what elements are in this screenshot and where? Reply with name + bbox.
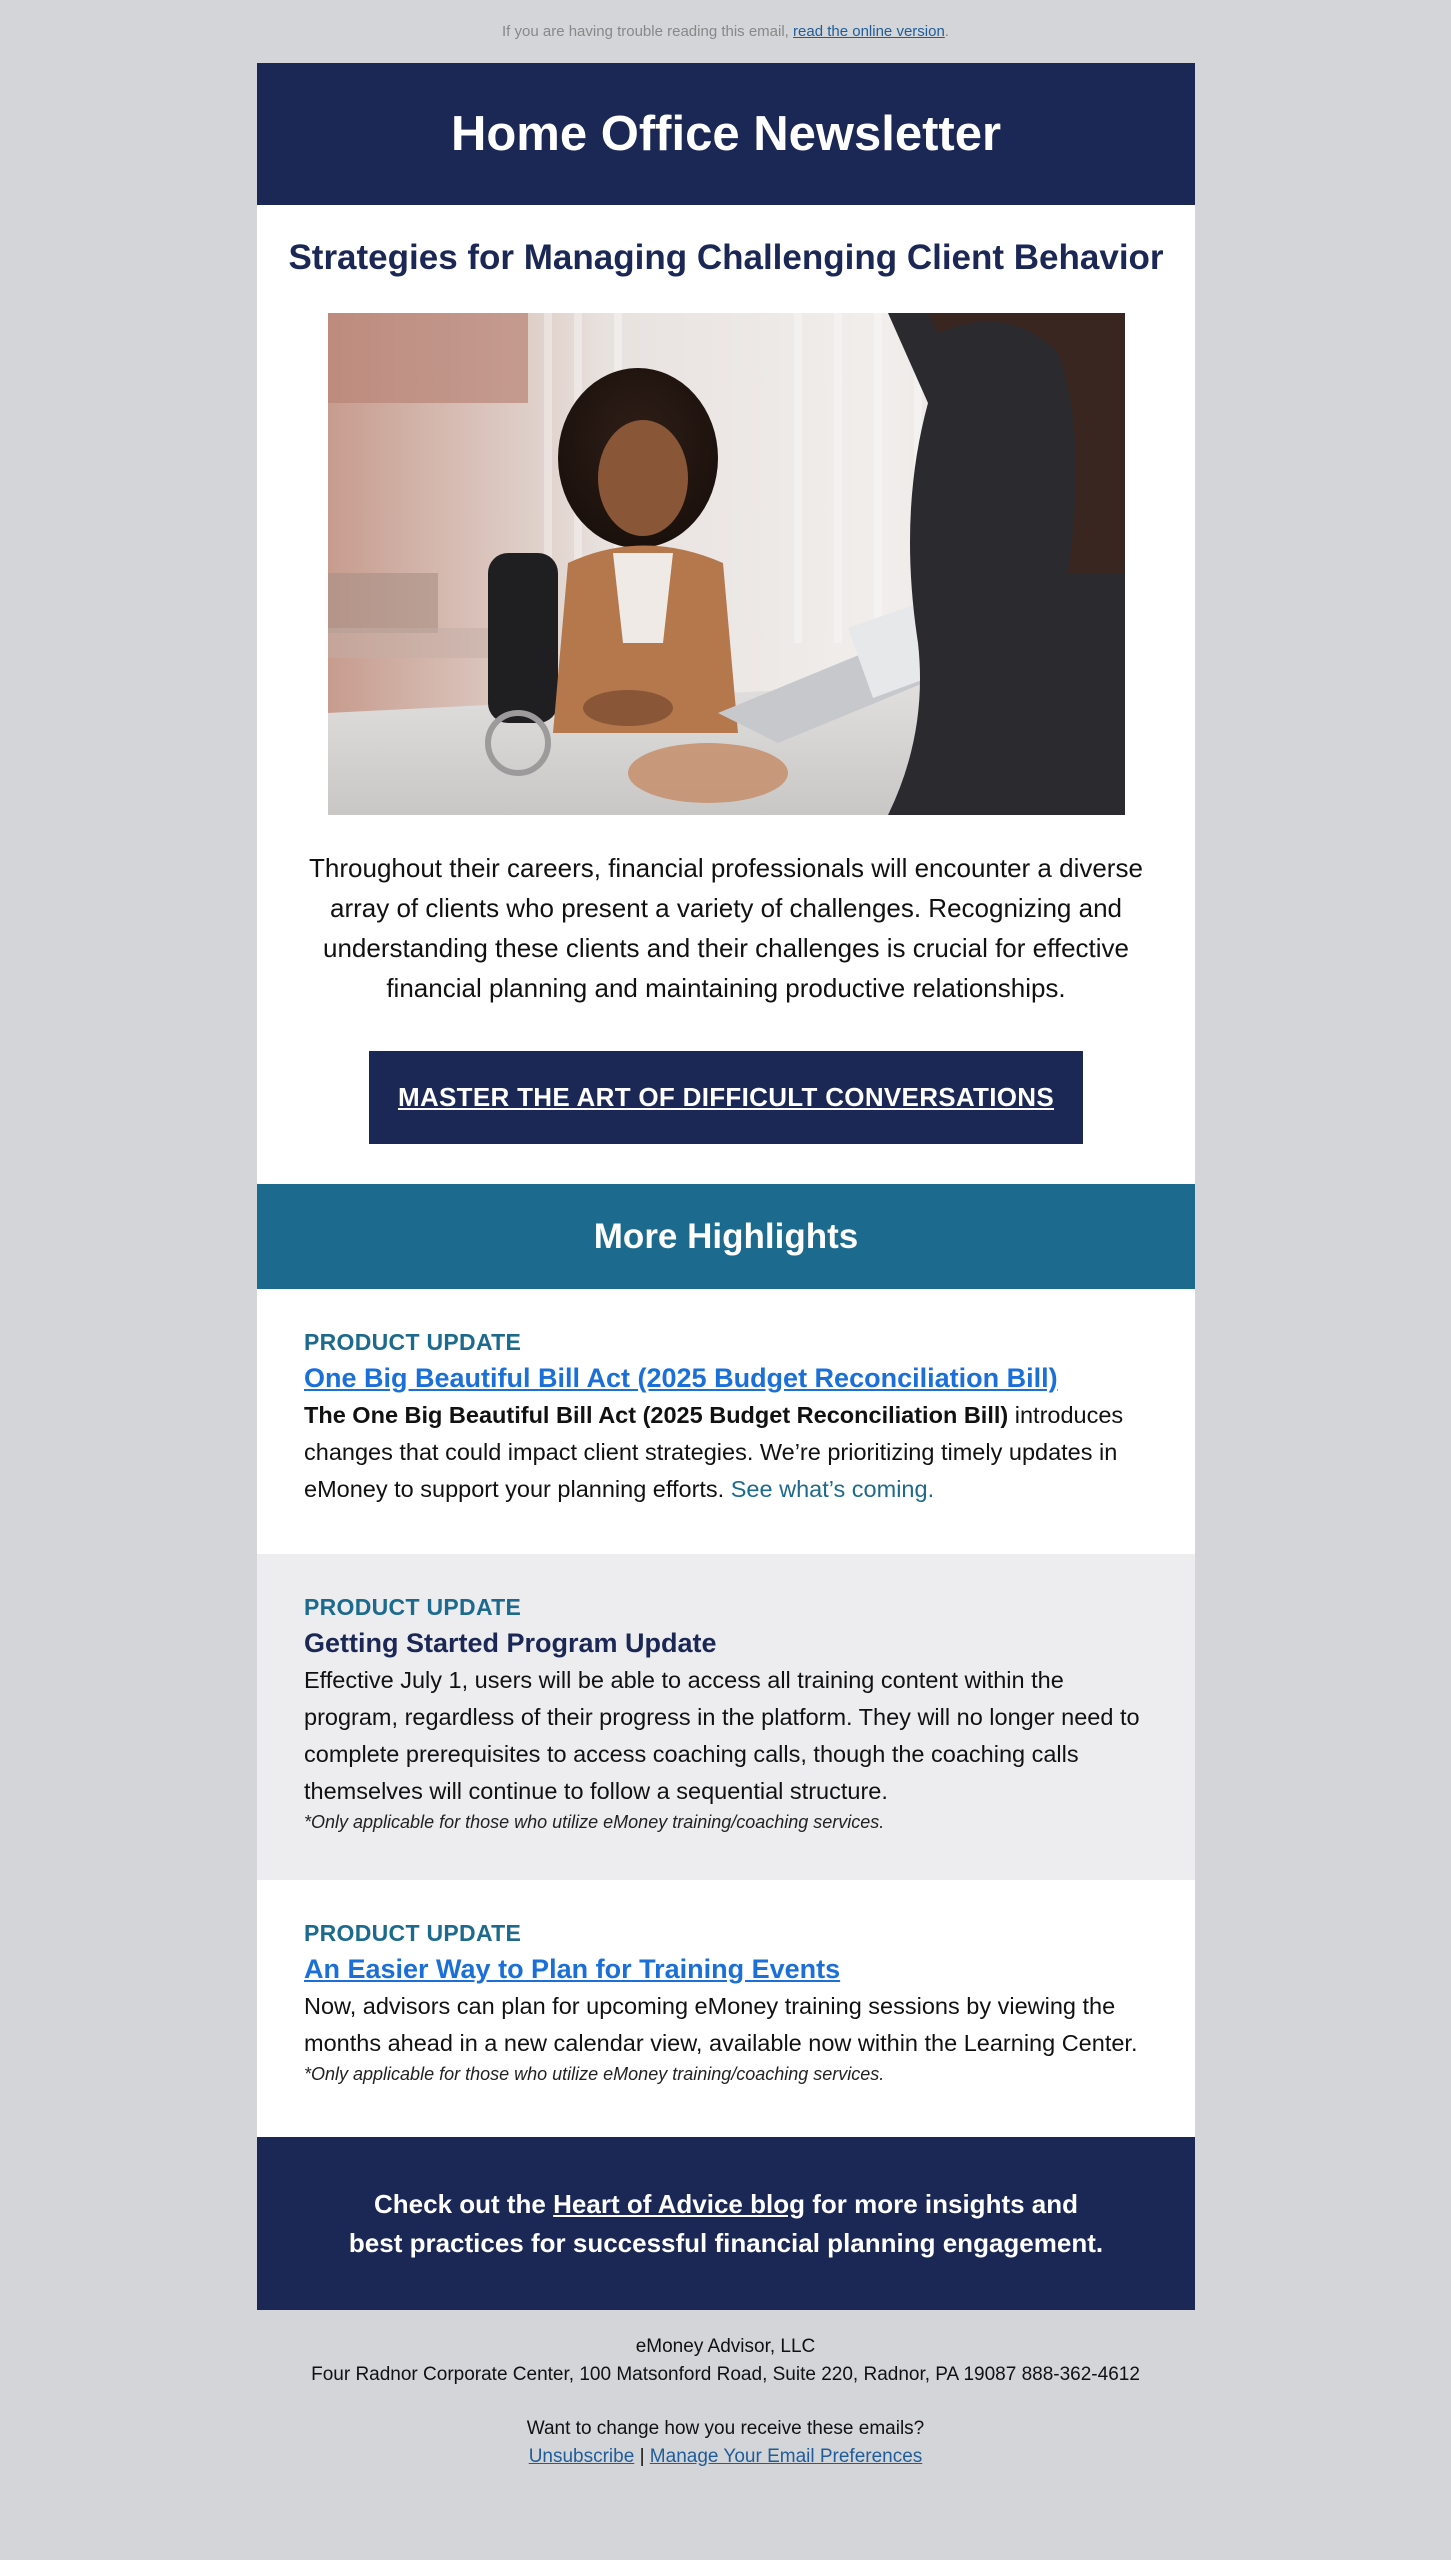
manage-preferences-link[interactable]: Manage Your Email Preferences — [649, 2446, 923, 2467]
card-title-link[interactable]: One Big Beautiful Bill Act (2025 Budget Reconciliation Bill) — [304, 1363, 1058, 1393]
newsletter-header — [257, 63, 1195, 205]
feature-body: Throughout their careers, financial professionals will encounter a diverse array of clients who present a variety of challenges. Recognizing and understanding these clients and their challenges is crucial for effective financial planning and maintaining productive relationships. — [309, 853, 1143, 1003]
highlights-title: More Highlights — [593, 1216, 859, 1256]
preheader-text: If you are having trouble reading this email, — [502, 23, 789, 40]
card-note: *Only applicable for those who utilize eMoney training/coaching services. — [304, 1812, 885, 1832]
footer-links — [0, 2443, 1451, 2471]
newsletter-title: Home Office Newsletter — [450, 107, 1002, 161]
email-container — [257, 63, 1195, 2310]
feature-title: Strategies for Managing Challenging Client Behavior — [288, 238, 1164, 277]
footer-address: Four Radnor Corporate Center, 100 Matsonford Road, Suite 220, Radnor, PA 19087 888-362-4612 — [311, 2364, 1140, 2385]
card-body: Effective July 1, users will be able to access all training content within the program, regardless of their progress in the platform. They will no longer need to complete prerequisites to access coaching calls, though the coaching calls themselves will continue to follow a sequential structure. — [304, 1667, 1140, 1804]
feature-photo-illustration — [328, 313, 1125, 815]
card-body: Now, advisors can plan for upcoming eMoney training sessions by viewing the months ahead in a new calendar view, available now within the Learning Center. — [304, 1993, 1138, 2056]
highlight-card — [257, 1554, 1195, 1880]
blog-suffix: for more insights and best practices for successful financial planning engagement. — [348, 2188, 1104, 2258]
heart-of-advice-link[interactable]: Heart of Advice blog — [553, 2188, 805, 2219]
card-kicker: PRODUCT UPDATE — [304, 1594, 522, 1620]
unsubscribe-link[interactable]: Unsubscribe — [528, 2446, 635, 2467]
online-version-link[interactable]: read the online version — [793, 23, 945, 40]
feature-section — [257, 205, 1195, 1184]
blog-promo-text — [346, 2185, 1106, 2263]
highlight-card — [257, 1880, 1195, 2137]
footer-prefs-prompt: Want to change how you receive these emails? — [526, 2418, 925, 2439]
card-kicker: PRODUCT UPDATE — [304, 1329, 522, 1355]
card-title: Getting Started Program Update — [304, 1628, 717, 1658]
card-title-link[interactable]: An Easier Way to Plan for Training Events — [304, 1954, 841, 1984]
footer-company: eMoney Advisor, LLC — [635, 2336, 816, 2357]
cta-button[interactable]: MASTER THE ART OF DIFFICULT CONVERSATIONS — [369, 1051, 1083, 1144]
card-body-bold: The One Big Beautiful Bill Act (2025 Budget Reconciliation Bill) — [304, 1402, 1009, 1428]
highlights-header — [257, 1184, 1195, 1289]
footer — [0, 2333, 1451, 2471]
highlight-card — [257, 1289, 1195, 1554]
feature-image[interactable] — [328, 313, 1125, 815]
preheader — [0, 0, 1451, 63]
blog-prefix: Check out the — [373, 2188, 554, 2219]
card-note: *Only applicable for those who utilize eMoney training/coaching services. — [304, 2064, 885, 2084]
footer-separator: | — [639, 2446, 645, 2467]
card-body — [304, 1397, 1148, 1508]
blog-promo — [257, 2137, 1195, 2310]
see-whats-coming-link[interactable]: See what’s coming. — [730, 1476, 935, 1502]
card-kicker: PRODUCT UPDATE — [304, 1920, 522, 1946]
card-body-text: introduces changes that could impact client strategies. We’re prioritizing timely updates in eMoney to support your planning efforts. — [304, 1402, 1124, 1502]
preheader-suffix: . — [944, 23, 949, 40]
